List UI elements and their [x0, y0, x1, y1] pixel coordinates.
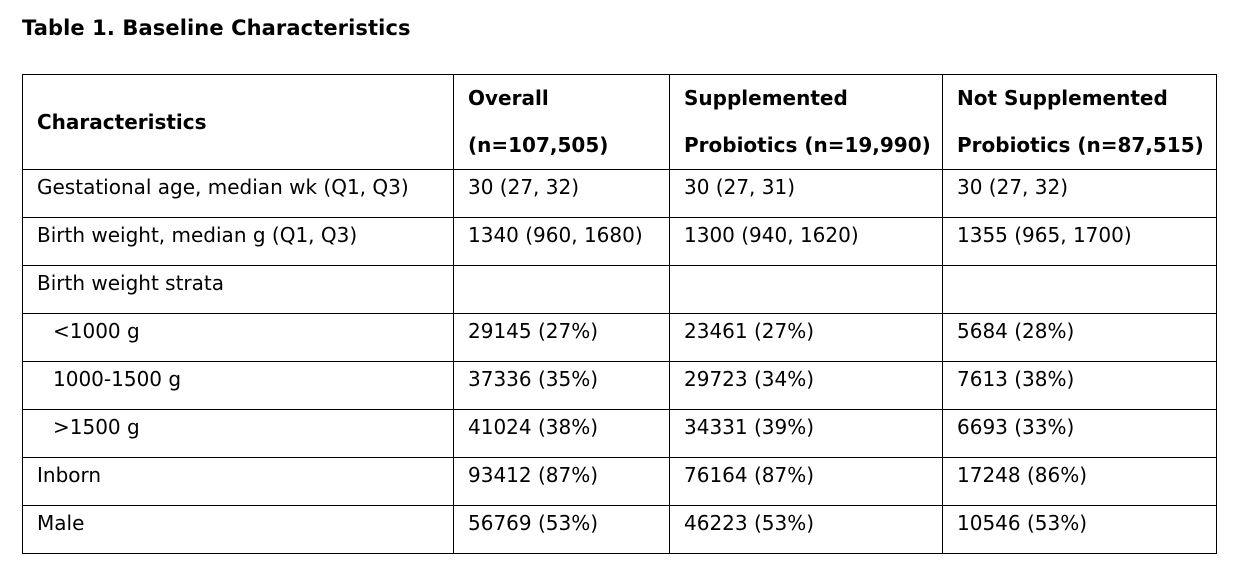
cell-not-supplemented: 17248 (86%): [943, 458, 1217, 506]
row-label-text: 1000-1500 g: [53, 367, 182, 391]
cell-not-supplemented: 10546 (53%): [943, 506, 1217, 554]
table-row: [23, 218, 1217, 266]
cell-overall: 56769 (53%): [454, 506, 670, 554]
cell-not-supplemented: 5684 (28%): [943, 314, 1217, 362]
baseline-characteristics-table: [22, 74, 1217, 554]
row-label: Inborn: [23, 458, 454, 506]
table-row: [23, 170, 1217, 218]
header-characteristics-label: Characteristics: [37, 110, 207, 134]
cell-not-supplemented: 7613 (38%): [943, 362, 1217, 410]
header-characteristics: [23, 75, 454, 170]
cell-supplemented: 34331 (39%): [670, 410, 943, 458]
cell-supplemented: 30 (27, 31): [670, 170, 943, 218]
header-overall-line2: (n=107,505): [468, 133, 609, 157]
table-row: [23, 362, 1217, 410]
row-label: Male: [23, 506, 454, 554]
header-supplemented-line2: Probiotics (n=19,990): [684, 133, 931, 157]
table-row: [23, 410, 1217, 458]
row-label: [23, 410, 454, 458]
cell-not-supplemented: 30 (27, 32): [943, 170, 1217, 218]
cell-supplemented: 29723 (34%): [670, 362, 943, 410]
header-not-supplemented-line2: Probiotics (n=87,515): [957, 133, 1204, 157]
table-title: Table 1. Baseline Characteristics: [22, 16, 411, 40]
table-row: [23, 506, 1217, 554]
cell-supplemented: 1300 (940, 1620): [670, 218, 943, 266]
header-not-supplemented-line1: Not Supplemented: [957, 86, 1168, 110]
cell-supplemented: [670, 266, 943, 314]
cell-not-supplemented: [943, 266, 1217, 314]
header-not-supplemented: [943, 75, 1217, 170]
header-supplemented-line1: Supplemented: [684, 86, 848, 110]
table-row: [23, 458, 1217, 506]
table-row: [23, 266, 1217, 314]
cell-not-supplemented: 6693 (33%): [943, 410, 1217, 458]
table-row: [23, 314, 1217, 362]
cell-overall: [454, 266, 670, 314]
row-label: Birth weight strata: [23, 266, 454, 314]
cell-overall: 1340 (960, 1680): [454, 218, 670, 266]
cell-overall: 41024 (38%): [454, 410, 670, 458]
cell-supplemented: 46223 (53%): [670, 506, 943, 554]
row-label-text: >1500 g: [53, 415, 140, 439]
cell-supplemented: 23461 (27%): [670, 314, 943, 362]
header-supplemented: [670, 75, 943, 170]
cell-supplemented: 76164 (87%): [670, 458, 943, 506]
row-label: Birth weight, median g (Q1, Q3): [23, 218, 454, 266]
cell-not-supplemented: 1355 (965, 1700): [943, 218, 1217, 266]
row-label: [23, 362, 454, 410]
cell-overall: 37336 (35%): [454, 362, 670, 410]
header-overall-line1: Overall: [468, 86, 549, 110]
row-label: Gestational age, median wk (Q1, Q3): [23, 170, 454, 218]
cell-overall: 29145 (27%): [454, 314, 670, 362]
table-header-row: [23, 75, 1217, 170]
cell-overall: 93412 (87%): [454, 458, 670, 506]
cell-overall: 30 (27, 32): [454, 170, 670, 218]
row-label-text: <1000 g: [53, 319, 140, 343]
row-label: [23, 314, 454, 362]
header-overall: [454, 75, 670, 170]
